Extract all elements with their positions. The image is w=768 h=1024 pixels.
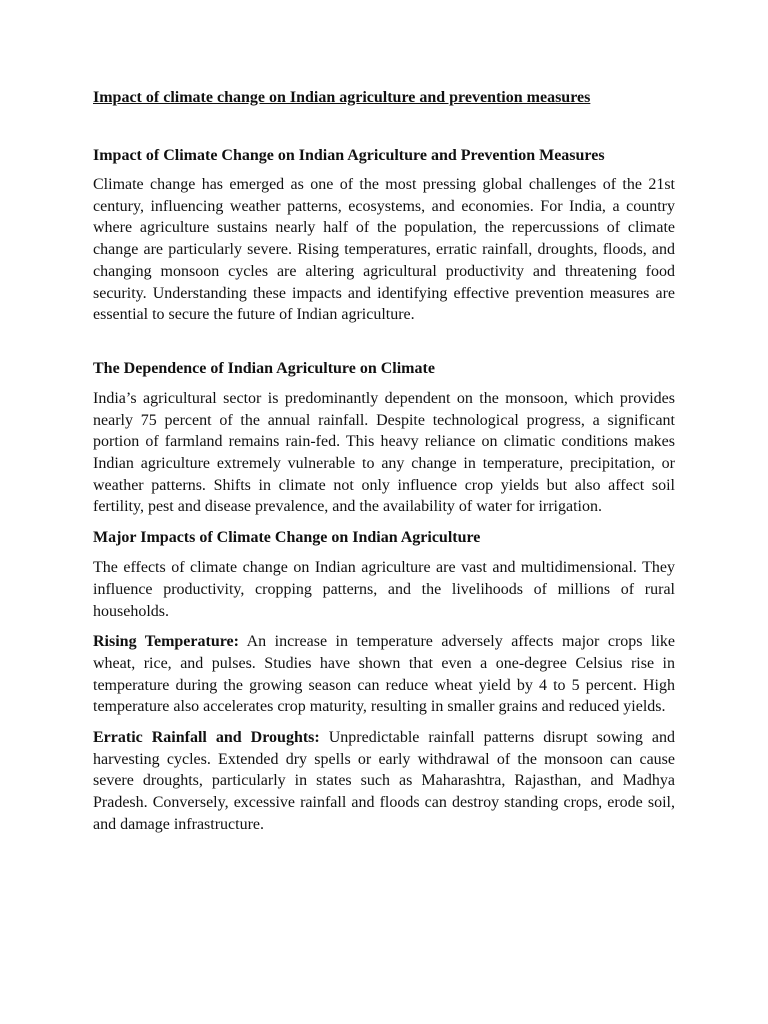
- document-page: [93, 88, 675, 836]
- erratic-rainfall-lead: Erratic Rainfall and Droughts:: [93, 729, 320, 747]
- section-heading-intro: Impact of Climate Change on Indian Agriculture and Prevention Measures: [93, 147, 605, 164]
- paragraph-major-impacts: The effects of climate change on Indian agriculture are vast and multidimensional. They influence productivity, cropping patterns, and the livelihoods of millions of rural households.: [93, 559, 675, 620]
- paragraph-erratic-rainfall: [93, 727, 675, 836]
- document-title: Impact of climate change on Indian agriculture and prevention measures: [93, 89, 591, 106]
- rising-temperature-text: An increase in temperature adversely affects major crops like wheat, rice, and pulses. Studies have shown that even a one-degree Celsius rise in temperature during the growing season can reduce wheat yield by 4 to 5 percent. High temperature also accelerates crop maturity, resulting in smaller grains and reduced yields.: [93, 633, 675, 716]
- paragraph-dependence: India’s agricultural sector is predominantly dependent on the monsoon, which provides nearly 75 percent of the annual rainfall. Despite technological progress, a significant portion of farmland remains rain-fed. This heavy reliance on climatic conditions makes Indian agriculture extremely vulnerable to any change in temperature, precipitation, or weather patterns. Shifts in climate not only influence crop yields but also affect soil fertility, pest and disease prevalence, and the availability of water for irrigation.: [93, 389, 675, 516]
- section-heading-dependence: The Dependence of Indian Agriculture on Climate: [93, 359, 435, 377]
- rising-temperature-lead: Rising Temperature:: [93, 633, 239, 651]
- erratic-rainfall-text: Unpredictable rainfall patterns disrupt sowing and harvesting cycles. Extended dry spells or early withdrawal of the monsoon can cause severe droughts, particularly in states such as Maharashtra, Rajasthan, and Madhya Pradesh. Conversely, excessive rainfall and floods can destroy standing crops, erode soil, and damage infrastructure.: [93, 729, 675, 833]
- section-heading-major-impacts: Major Impacts of Climate Change on Indian Agriculture: [93, 529, 481, 547]
- paragraph-rising-temperature: [93, 631, 675, 718]
- paragraph-intro: Climate change has emerged as one of the most pressing global challenges of the 21st century, influencing weather patterns, ecosystems, and economies. For India, a country where agriculture sustains nearly half of the population, the repercussions of climate change are particularly severe. Rising temperatures, erratic rainfall, droughts, floods, and changing monsoon cycles are altering agricultural productivity and threatening food security. Understanding these impacts and identifying effective prevention measures are essential to secure the future of Indian agriculture.: [93, 176, 675, 324]
